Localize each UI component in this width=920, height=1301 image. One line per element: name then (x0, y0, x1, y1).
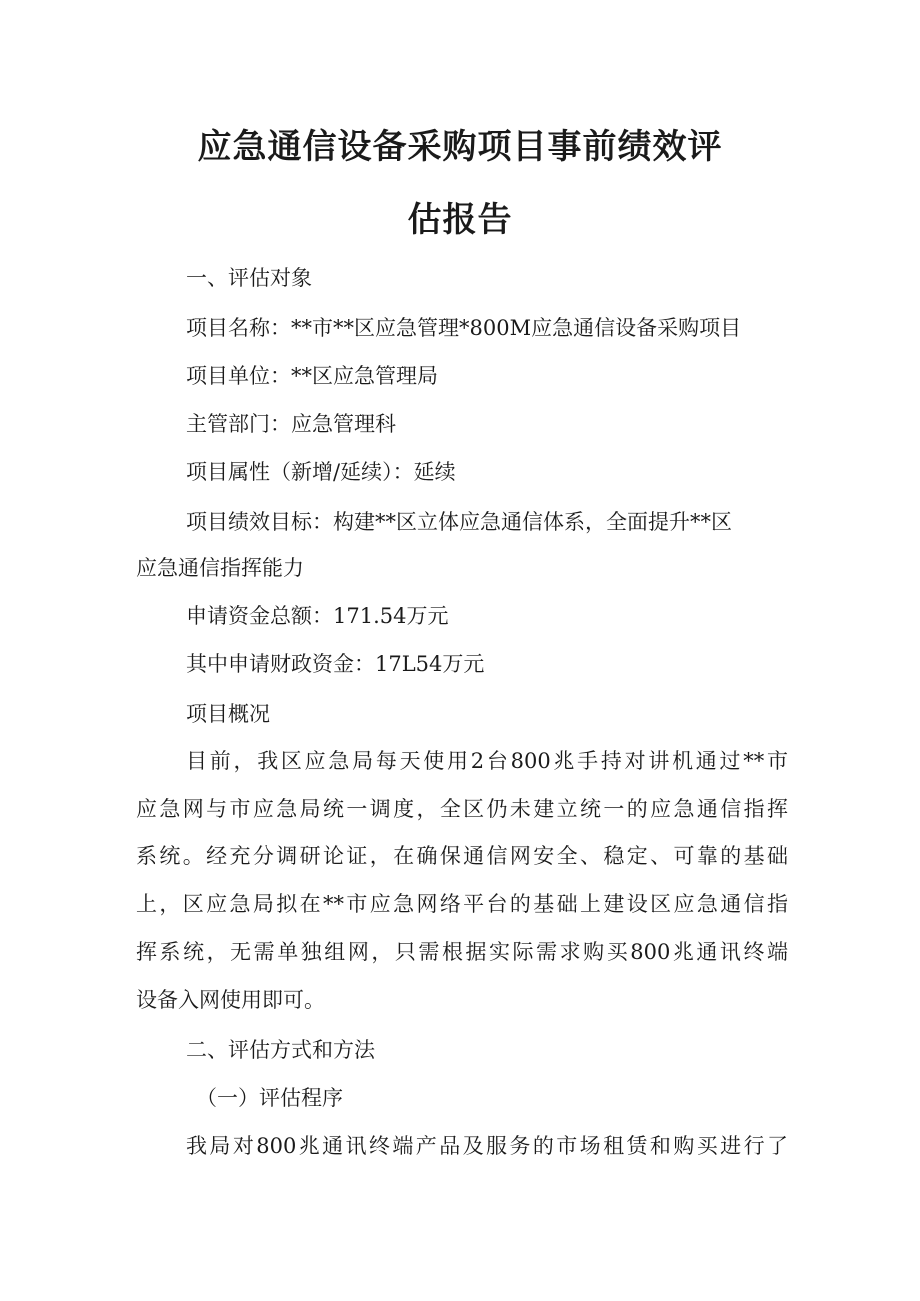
document-title-line-2: 估报告 (407, 200, 513, 240)
project-name-field: 项目名称：**市**区应急管理*800M应急通信设备采购项目 (186, 316, 742, 340)
fiscal-funds-field: 其中申请财政资金：17L54万元 (186, 652, 485, 676)
department-field: 主管部门：应急管理科 (186, 412, 396, 436)
overview-paragraph-line: 挥系统，无需单独组网，只需根据实际需求购买800兆通讯终端 (136, 940, 788, 964)
overview-paragraph-line: 设备入网使用即可。 (136, 988, 325, 1012)
overview-heading: 项目概况 (186, 702, 270, 726)
section-heading-evaluation-object: 一、评估对象 (186, 266, 312, 290)
procedure-paragraph-line: 我局对800兆通讯终端产品及服务的市场租赁和购买进行了 (186, 1134, 788, 1158)
total-funds-field: 申请资金总额：171.54万元 (186, 604, 449, 628)
section-heading-evaluation-method: 二、评估方式和方法 (186, 1038, 375, 1062)
performance-goal-line-1: 项目绩效目标：构建**区立体应急通信体系，全面提升**区 (186, 510, 732, 534)
document-title-line-1: 应急通信设备采购项目事前绩效评 (197, 127, 723, 167)
performance-goal-line-2: 应急通信指挥能力 (136, 556, 304, 580)
subsection-heading-evaluation-procedure: （一）评估程序 (196, 1086, 343, 1110)
overview-paragraph-line: 系统。经充分调研论证，在确保通信网安全、稳定、可靠的基础 (136, 844, 788, 868)
project-attribute-field: 项目属性（新增/延续）：延续 (186, 460, 456, 484)
overview-paragraph-line: 目前，我区应急局每天使用2台800兆手持对讲机通过**市 (186, 749, 788, 773)
overview-paragraph-line: 应急网与市应急局统一调度，全区仍未建立统一的应急通信指挥 (136, 797, 788, 821)
overview-paragraph-line: 上，区应急局拟在**市应急网络平台的基础上建设区应急通信指 (136, 892, 788, 916)
project-unit-field: 项目单位：**区应急管理局 (186, 364, 438, 388)
